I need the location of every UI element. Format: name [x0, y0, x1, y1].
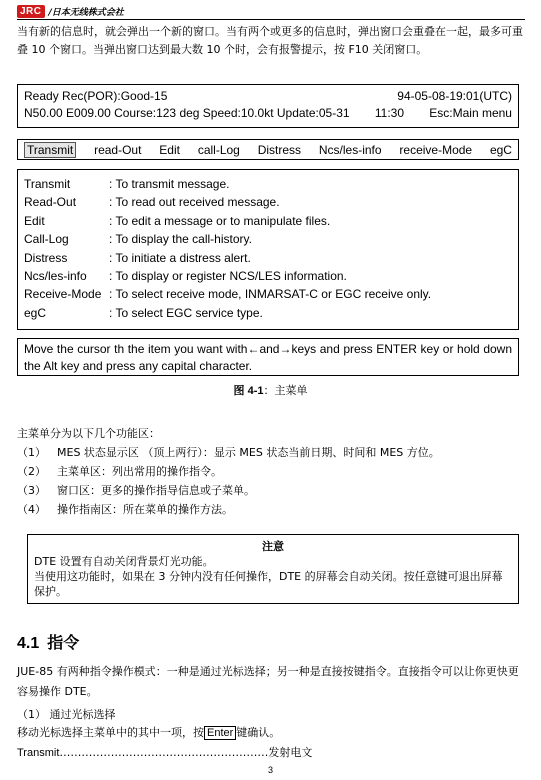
description-key: egC: [24, 305, 47, 320]
description-row: [24, 285, 512, 303]
description-text: : To select EGC service type.: [109, 305, 263, 320]
figure-caption: [0, 382, 541, 398]
description-key: Distress: [24, 250, 68, 265]
description-row: [24, 175, 512, 193]
list-item-text: 窗口区：更多的操作指导信息或子菜单。: [57, 484, 255, 497]
instruction-line: [17, 724, 280, 740]
status-line-2: [24, 105, 512, 122]
status-datetime: 94-05-08-19:01(UTC): [397, 89, 512, 103]
description-text: : To display or register NCS/LES information.: [109, 269, 347, 284]
transmit-label: Transmit: [17, 747, 60, 759]
menu-item-transmit[interactable]: Transmit: [24, 142, 76, 158]
page-header: [17, 3, 525, 20]
description-text: : To transmit message.: [109, 177, 230, 191]
section-number: 4.1: [17, 635, 40, 652]
list-item: [17, 444, 440, 460]
menu-item-read-out[interactable]: read-Out: [94, 142, 142, 157]
intro-paragraph: 当有新的信息时，就会弹出一个新的窗口。当有两个或更多的信息时，弹出窗口会重叠在一起，最多可重叠 10 个窗口。当弹出窗口达到最大数 10 个时，会有报警提示，按 F10 关闭窗口。: [17, 25, 523, 56]
list-item-text: 主菜单区：列出常用的操作指令。: [57, 465, 222, 478]
status-reception: Ready Rec(POR):Good-15: [24, 89, 168, 103]
company-name: /日本无线株式会社: [48, 7, 124, 18]
note-line-2: 当使用这功能时，如果在 3 分钟内没有任何操作，DTE 的屏幕会自动关闭。按任意键可退出屏幕保护。: [34, 570, 503, 598]
menu-item-call-log[interactable]: call-Log: [197, 142, 240, 157]
description-key: Receive-Mode: [24, 287, 102, 302]
status-position: N50.00 E009.00 Course:123 deg Speed:10.0kt Update:05-31: [24, 106, 350, 120]
menu-item-egc[interactable]: egC: [489, 142, 512, 157]
figure-title: ：主菜单: [263, 384, 308, 397]
list-item-number: （2）: [17, 465, 46, 478]
enter-key-label: Enter: [204, 726, 236, 740]
description-key: Transmit: [24, 177, 71, 191]
operation-guide-window: Move the cursor th the item you want with←and→keys and press ENTER key or hold down the Alt key and press any capital character.: [17, 338, 519, 376]
instruction-before: 移动光标选择主菜单中的其中一项，按: [17, 726, 204, 739]
note-line-1: DTE 设置有自动关闭背景灯光功能。: [34, 555, 214, 568]
description-text: : To edit a message or to manipulate files.: [109, 213, 331, 228]
description-text: : To initiate a distress alert.: [109, 250, 251, 265]
menu-item-edit[interactable]: Edit: [159, 142, 180, 157]
menu-description-window: [17, 169, 519, 330]
list-item: [17, 482, 255, 498]
main-menu-bar: [17, 139, 519, 160]
transmit-description: 发射电文: [268, 746, 313, 759]
status-esc-hint: Esc:Main menu: [429, 106, 512, 120]
jrc-logo: JRC: [17, 5, 45, 18]
menu-item-distress[interactable]: Distress: [257, 142, 302, 157]
description-text: : To select receive mode, INMARSAT-C or EGC receive only.: [109, 287, 432, 302]
transmit-line: [17, 744, 312, 760]
description-text: : To read out received message.: [109, 195, 280, 210]
page-number: 3: [267, 765, 273, 775]
list-item: [17, 501, 233, 517]
regions-intro: 主菜单分为以下几个功能区：: [17, 427, 160, 440]
figure-label: 图 4-1: [233, 385, 264, 397]
status-time: 11:30: [374, 106, 404, 120]
description-row: [24, 249, 512, 267]
commands-paragraph: JUE-85 有两种指令操作模式：一种是通过光标选择；另一种是直接按键指令。直接指令可以让你更快更容易操作 DTE。: [17, 665, 519, 698]
list-item-number: （4）: [17, 503, 46, 516]
description-row: [24, 304, 512, 322]
note-title: 注意: [262, 540, 284, 553]
section-title: 指令: [47, 633, 80, 652]
list-item: [17, 463, 222, 479]
description-key: Read-Out: [24, 195, 77, 210]
list-item-number: （3）: [17, 484, 46, 497]
note-box: [27, 534, 519, 604]
description-row: [24, 193, 512, 211]
description-key: Call-Log: [24, 232, 69, 247]
status-line-1: [24, 88, 512, 105]
description-key: Ncs/les-info: [24, 269, 87, 284]
description-row: [24, 230, 512, 248]
step-heading: （1） 通过光标选择: [17, 708, 116, 721]
instruction-after: 键确认。: [236, 726, 281, 739]
description-row: [24, 267, 512, 285]
transmit-leader-dots: …………………………………………………: [59, 746, 269, 759]
section-heading: [17, 630, 79, 653]
description-key: Edit: [24, 213, 45, 228]
description-text: : To display the call-history.: [109, 232, 252, 247]
list-item-text: 操作指南区：所在菜单的操作方法。: [57, 503, 233, 516]
mes-status-window: [17, 84, 519, 128]
menu-item-receive-mode[interactable]: receive-Mode: [399, 142, 473, 157]
list-item-text: MES 状态显示区 （顶上两行）：显示 MES 状态当前日期、时间和 MES 方位。: [57, 446, 440, 459]
menu-item-ncs-les-info[interactable]: Ncs/les-info: [318, 142, 382, 157]
list-item-number: （1）: [17, 446, 46, 459]
description-row: [24, 212, 512, 230]
